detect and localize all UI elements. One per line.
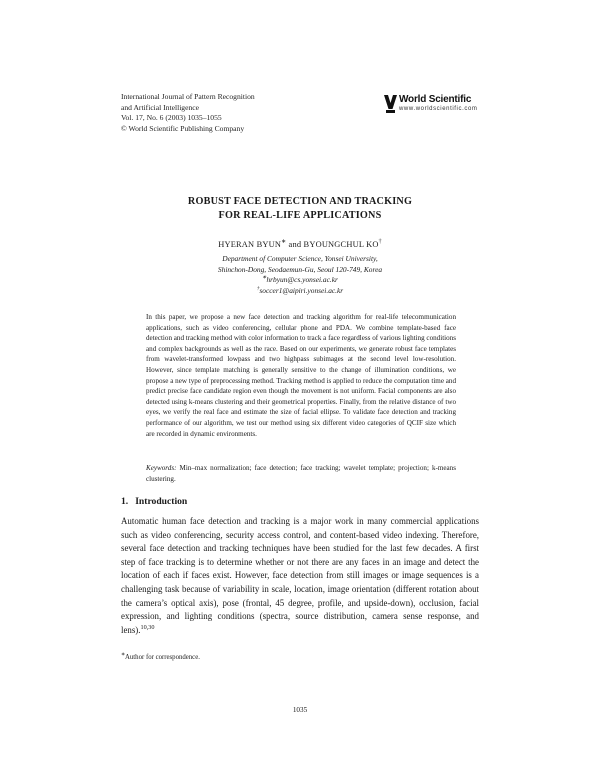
citation: 10,30 xyxy=(140,623,155,631)
email-line xyxy=(100,286,500,297)
email-line xyxy=(100,275,500,286)
publisher-logo-icon xyxy=(383,93,398,115)
keywords-label: Keywords: xyxy=(146,464,177,472)
publisher-logo xyxy=(383,93,483,119)
title-line2: FOR REAL-LIFE APPLICATIONS xyxy=(218,209,382,221)
author-separator: and xyxy=(286,240,304,249)
author-list xyxy=(100,240,500,249)
affiliation-line1: Department of Computer Science, Yonsei University, xyxy=(222,254,378,263)
page-number: 1035 xyxy=(292,706,308,714)
body-paragraph xyxy=(121,515,479,637)
author-mark: † xyxy=(378,239,382,246)
journal-name-line1: International Journal of Pattern Recognition xyxy=(121,92,255,101)
journal-info xyxy=(121,92,381,134)
journal-copyright: © World Scientific Publishing Company xyxy=(121,123,245,133)
affiliation-line2: Shinchon-Dong, Seodaemun-Gu, Seoul 120-749, Korea xyxy=(217,264,383,274)
section-heading xyxy=(121,496,187,507)
keywords-text: Min–max normalization; face detection; face tracking; wavelet template; projection; k-means clustering. xyxy=(146,464,456,483)
footnote-text: Author for correspondence. xyxy=(124,654,200,661)
author-name: HYERAN BYUN xyxy=(218,240,282,249)
title-line1: ROBUST FACE DETECTION AND TRACKING xyxy=(187,196,413,207)
journal-name-line2: and Artificial Intelligence xyxy=(121,102,200,112)
paper-title xyxy=(100,195,500,222)
abstract: In this paper, we propose a new face detection and tracking algorithm for real-life telecommunication applications, such as video conferencing, cellular phone and PDA. We combine template-based face detection and tracking method with color information to track a face regardless of various lighting conditions and complex backgrounds as well as the race. Based on our experiments, we generate robust face templates from wavelet-transformed lowpass and two highpass subimages at the second level low-resolution. However, since template matching is generally sensitive to the change of illumination conditions, we propose a new type of preprocessing method. Tracking method is applied to reduce the computation time and predict precise face candidate region even though the movement is not uniform. Facial components are also detected using k-means clustering and their geometrical properties. Finally, from the relative distance of two eyes, we verify the real face and estimate the size of facial ellipse. To validate face detection and tracking performance of our algorithm, we test our method using six different video categories of QCIF size which are recorded in dynamic environments. xyxy=(146,313,456,438)
publisher-tagline: www.worldscientific.com xyxy=(399,106,478,112)
journal-volume: Vol. 17, No. 6 (2003) 1035–1055 xyxy=(121,113,222,122)
section-number: 1. xyxy=(121,496,129,507)
author-mark: ∗ xyxy=(281,239,287,246)
keywords xyxy=(146,463,456,484)
paragraph-text: Automatic human face detection and tracking is a major work in many commercial applications such as video conferencing, security access control, and content-based video indexing. Therefore, several face detection and tracking techniques have been studied for the last few decades. A first step of face tracking is to determine whether or not there are any faces in an image and detect the location of each if faces exist. However, face detection from still images or image sequences is a challenging task because of variability in scale, location, image orientation (different rotation about the camera’s optical axis), pose (frontal, 45 degree, profile, and upside-down), occlusion, facial expression, and lighting conditions (spectra, source distribution, camera sense response, and lens). xyxy=(121,516,479,635)
publisher-name: World Scientific xyxy=(399,94,472,105)
section-title: Introduction xyxy=(135,496,188,507)
author-email: hrbyun@cs.yonsei.ac.kr xyxy=(266,275,338,285)
author-name: BYOUNGCHUL KO xyxy=(303,240,379,249)
affiliation xyxy=(100,254,500,296)
email-mark: † xyxy=(256,285,260,292)
author-email: soccer1@aipiri.yonsei.ac.kr xyxy=(259,285,344,295)
footnote xyxy=(121,654,200,661)
footnote-mark: ∗ xyxy=(121,652,125,658)
email-mark: ∗ xyxy=(262,274,267,281)
